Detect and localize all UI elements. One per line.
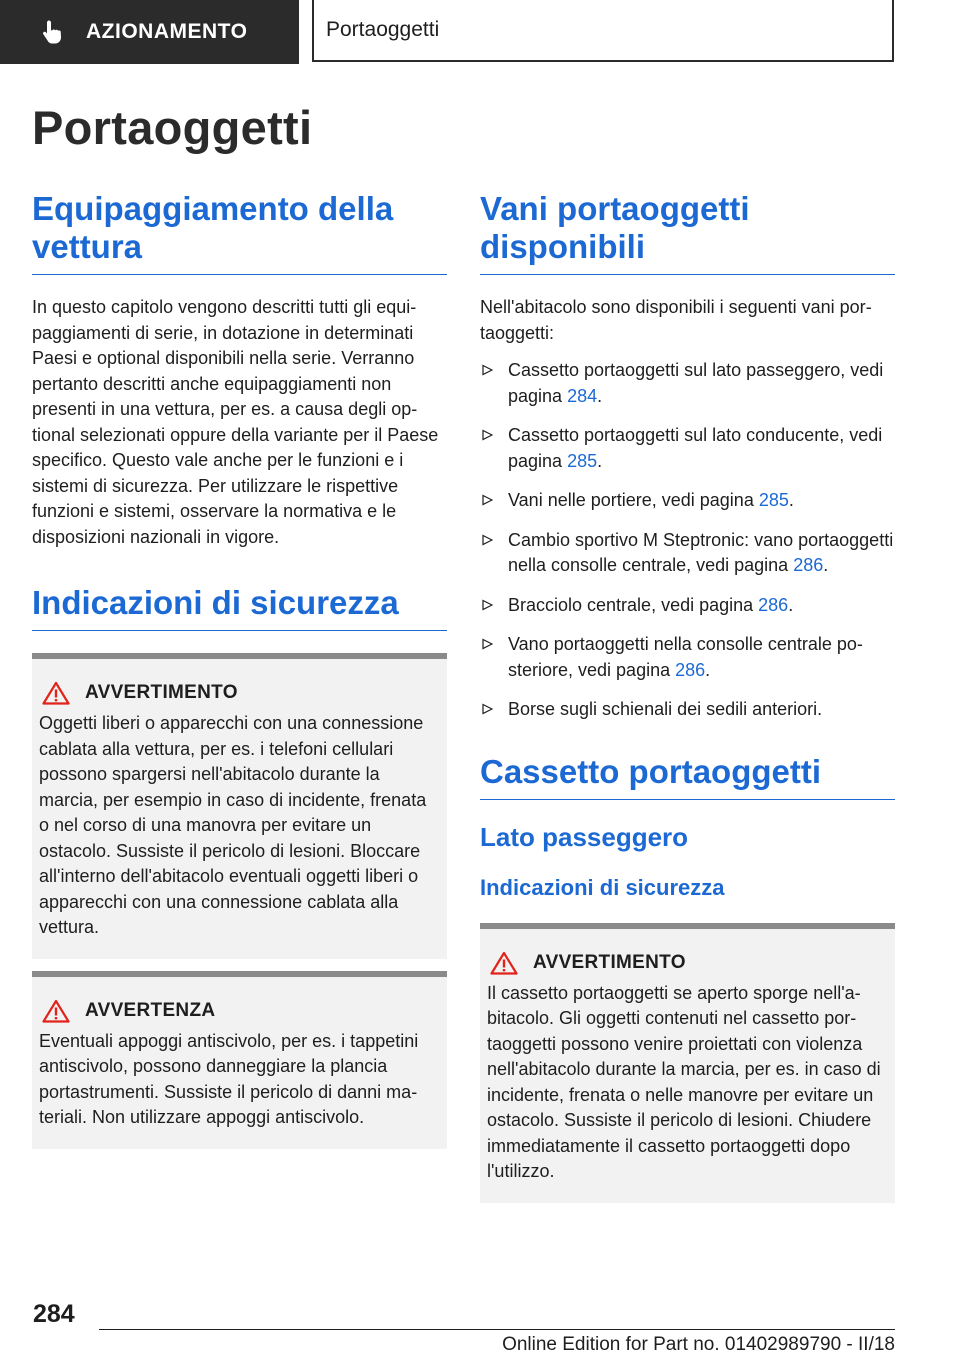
list-item-text: Bracciolo centrale, vedi pagina: [508, 594, 759, 615]
left-column: [32, 190, 447, 1149]
list-item: [480, 488, 895, 514]
list-item-suffix: .: [788, 490, 794, 510]
triangle-bullet-icon: [482, 599, 493, 611]
warning-triangle-icon: [42, 681, 70, 705]
triangle-bullet-icon: [482, 703, 493, 715]
triangle-bullet-icon: [482, 494, 493, 506]
triangle-bullet-icon: [482, 534, 493, 546]
list-item: [480, 593, 895, 619]
header-section-tab: [0, 0, 299, 64]
storage-intro: Nell'abitacolo sono disponibili i seguenti vani portaoggetti:: [480, 297, 872, 343]
safety-subheading: Indicazioni di sicurezza: [480, 874, 725, 900]
list-item: [480, 697, 895, 723]
triangle-bullet-icon: [482, 638, 493, 650]
notice-title: AVVERTENZA: [85, 999, 216, 1021]
triangle-bullet-icon: [482, 429, 493, 441]
right-column: [480, 190, 895, 1203]
list-item-suffix: .: [823, 555, 829, 575]
warning-text: Il cassetto portaoggetti se aperto sporge nell'abitacolo. Gli oggetti contenuti nel cassetto portaoggetti possono venire proiettati con violenza nell'abitacolo durante la marcia, per es. in caso di incidente, frenata o nelle manovre per evitare un ostacolo. Sussiste il pericolo di lesioni. Chiudere immediatamente il cassetto portaoggetti dopo l'utilizzo.: [487, 982, 881, 1181]
page-link[interactable]: 285: [567, 450, 598, 471]
notice-text: Eventuali appoggi antiscivolo, per es. i tappetini antiscivolo, possono danneggiare la plancia portastrumenti. Sussiste il pericolo di danni materiali. Non utilizzare appoggi antiscivolo.: [39, 1030, 419, 1127]
list-item-suffix: .: [597, 450, 603, 471]
footer-divider: [99, 1329, 895, 1330]
hand-pointer-icon: [42, 19, 64, 45]
glovebox-heading: Cassetto portaoggetti: [480, 753, 895, 800]
page-link[interactable]: 286: [758, 594, 789, 615]
page-link[interactable]: 284: [567, 385, 598, 406]
list-item: [480, 632, 895, 683]
warning-header: [490, 951, 888, 975]
list-item-suffix: .: [705, 659, 711, 680]
storage-list: [480, 358, 895, 723]
list-item: [480, 358, 895, 409]
notice-header: [42, 999, 440, 1023]
page-title: Portaoggetti: [32, 101, 313, 154]
list-item-text: Cassetto portaoggetti sul lato passeggero, vedi pagina: [508, 360, 884, 406]
warning-title: AVVERTIMENTO: [85, 682, 238, 703]
warning-triangle-icon: [42, 999, 70, 1023]
breadcrumb-label: Portaoggetti: [326, 18, 440, 41]
notice-box: [32, 971, 447, 1149]
warning-text: Oggetti liberi o apparecchi con una connessione cablata alla vettura, per es. i telefoni cellulari possono spargersi nell'abitacolo durante la marcia, per esempio in caso di incidente, frenata o nel corso di una manovra per evitare un ostacolo. Sussiste il pericolo di lesioni. Bloccare all'interno dell'abitacolo eventuali oggetti liberi o apparecchi con una connessione cablata alla vettura.: [39, 713, 427, 937]
list-item-text: Borse sugli schienali dei sedili anteriori.: [508, 699, 823, 719]
list-item-text: Cambio sportivo M Steptronic: vano portaoggetti nella consolle centrale, vedi pagina: [508, 529, 894, 575]
list-item-text: Cassetto portaoggetti sul lato conducente, vedi pagina: [508, 425, 883, 471]
passenger-heading: Lato passeggero: [480, 821, 689, 852]
warning-box: [32, 653, 447, 959]
warning-header: [42, 681, 440, 705]
triangle-bullet-icon: [482, 364, 493, 376]
equipment-heading: Equipaggiamento della vettura: [32, 190, 447, 275]
storage-heading: Vani portaoggetti disponibili: [480, 190, 895, 275]
equipment-text: In questo capitolo vengono descritti tutti gli equipaggiamenti di serie, in dotazione in determinati Paesi e optional disponibili nella serie. Verranno pertanto descritti anche equipaggiamenti non presenti in una vettura, per es. a causa degli optional selezionati oppure della variante per il Paese specifico. Questo vale anche per le funzioni e i sistemi di sicurezza. Per utilizzare le rispettive funzioni e sistemi, osservare la normativa e le disposizioni nazionali in vigore.: [32, 297, 439, 547]
safety-heading: Indicazioni di sicurezza: [32, 584, 447, 631]
list-item-text: Vani nelle portiere, vedi pagina: [508, 490, 759, 510]
footer-edition: Online Edition for Part no. 01402989790 - II/18: [502, 1334, 895, 1355]
section-label: AZIONAMENTO: [86, 20, 248, 43]
page-link[interactable]: 286: [675, 659, 706, 680]
page-link[interactable]: 286: [793, 555, 824, 575]
page-link[interactable]: 285: [758, 490, 789, 510]
list-item-text: Vano portaoggetti nella consolle centrale posteriore, vedi pagina: [508, 634, 863, 680]
warning-triangle-icon: [490, 951, 518, 975]
list-item-suffix: .: [788, 594, 794, 615]
breadcrumb: [312, 0, 894, 62]
warning-title: AVVERTIMENTO: [533, 951, 686, 973]
page-number: 284: [33, 1300, 75, 1328]
list-item: [480, 423, 895, 474]
warning-box: [480, 923, 895, 1203]
list-item: [480, 528, 895, 579]
list-item-suffix: .: [597, 385, 603, 406]
